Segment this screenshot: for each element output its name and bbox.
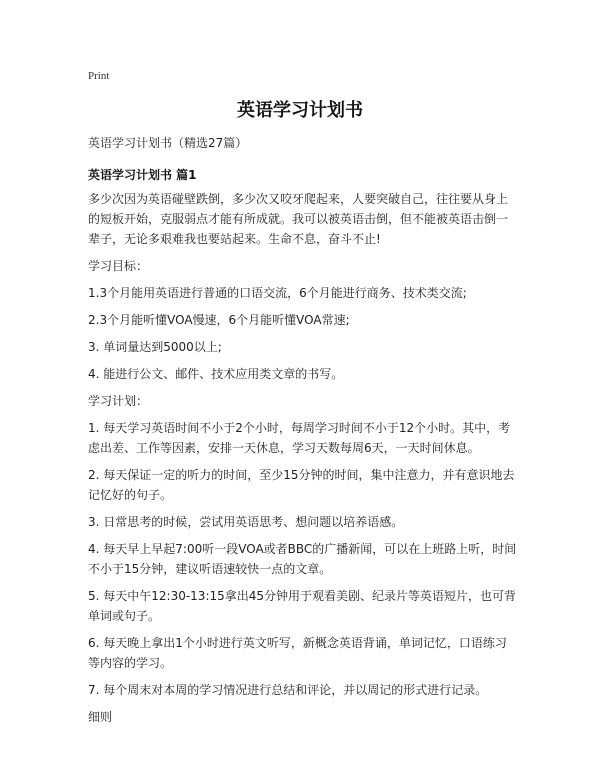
document-body — [88, 133, 518, 734]
plan-item: 3. 日常思考的时候，尝试用英语思考、想问题以培养语感。 — [88, 515, 404, 529]
plan-heading: 学习计划： — [88, 394, 149, 408]
plan-item: 4. 每天早上早起7:00听一段VOA或者BBC的广播新闻，可以在上班路上听，时间不小于15分钟，建议听语速较快一点的文章。 — [88, 542, 517, 576]
plan-item: 5. 每天中午12:30-13:15拿出45分钟用于观看美剧、纪录片等英语短片，也可背单词或句子。 — [88, 589, 517, 623]
goal-item: 2.3个月能听懂VOA慢速，6个月能听懂VOA常速; — [88, 313, 350, 327]
goal-item: 1.3个月能用英语进行普通的口语交流，6个月能进行商务、技术类交流; — [88, 286, 467, 300]
plan-item: 1. 每天学习英语时间不小于2个小时，每周学习时间不小于12个小时。其中，考虑出差、工作等因素，安排一天休息，学习天数每周6天，一天时间休息。 — [88, 421, 511, 455]
document-subtitle: 英语学习计划书（精选27篇） — [88, 136, 248, 150]
goals-heading: 学习目标： — [88, 259, 149, 273]
goal-item: 3. 单词量达到5000以上; — [88, 340, 222, 354]
plan-item: 6. 每天晚上拿出1个小时进行英文听写，新概念英语背诵，单词记忆，口语练习等内容的学习。 — [88, 636, 507, 670]
goal-item: 4. 能进行公文、邮件、技术应用类文章的书写。 — [88, 367, 344, 381]
plan-item: 7. 每个周末对本周的学习情况进行总结和评论，并以周记的形式进行记录。 — [88, 683, 488, 697]
section-heading: 英语学习计划书 篇1 — [88, 168, 197, 182]
print-label: Print — [88, 70, 110, 82]
intro-paragraph: 多少次因为英语碰壁跌倒，多少次又咬牙爬起来，人要突破自己，往往要从身上的短板开始，克服弱点才能有所成就。我可以被英语击倒，但不能被英语击倒一辈子，无论多艰难我也要站起来。生命不息，奋斗不止! — [88, 192, 509, 246]
document-title: 英语学习计划书 — [237, 100, 363, 121]
details-heading: 细则 — [88, 710, 113, 724]
plan-item: 2. 每天保证一定的听力的时间，至少15分钟的时间，集中注意力，并有意识地去记忆好的句子。 — [88, 468, 515, 502]
